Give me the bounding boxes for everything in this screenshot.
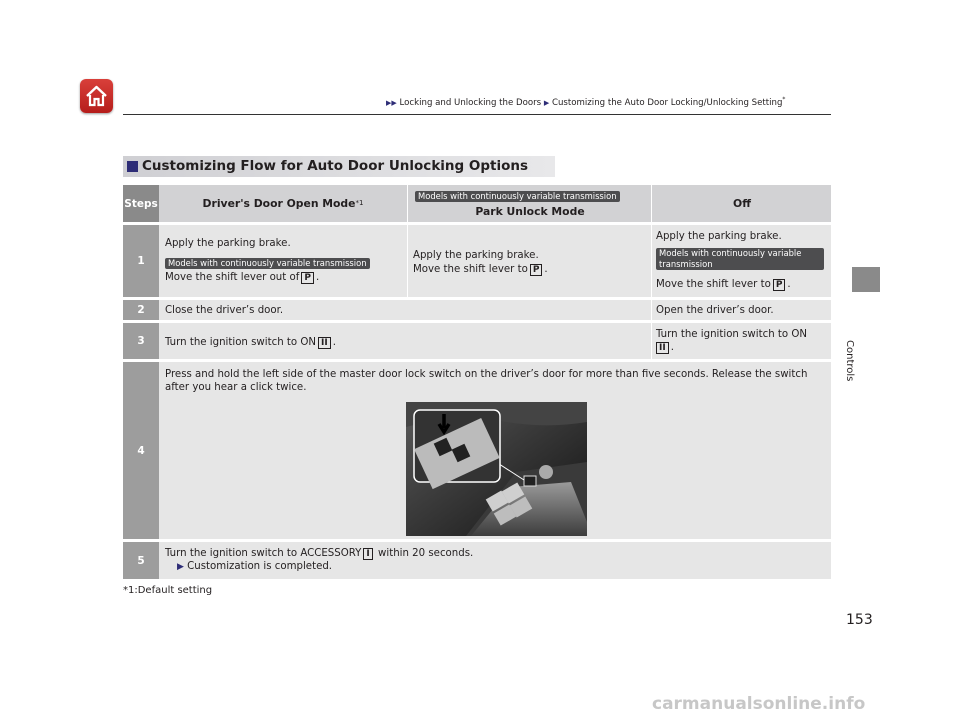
- door-lock-switch-illustration: [406, 402, 587, 536]
- table-row: [123, 225, 831, 297]
- result-arrow-icon: ▶: [177, 562, 184, 572]
- header-steps: Steps: [123, 185, 159, 222]
- section-heading: [123, 156, 555, 177]
- step-number: 1: [123, 225, 159, 297]
- breadcrumb-item-customizing[interactable]: Customizing the Auto Door Locking/Unlocking Setting: [551, 97, 783, 108]
- on-key-icon: II: [318, 337, 331, 349]
- footnote: *1:Default setting: [123, 585, 213, 596]
- table-row: [123, 362, 831, 539]
- table-row: [123, 542, 831, 579]
- row1-col3: Apply the parking brake. Models with continuously variable transmission Move the shift lever to P .: [656, 225, 828, 297]
- park-key-icon: P: [301, 272, 314, 284]
- header-park-unlock-mode: Models with continuously variable transmission Park Unlock Mode: [409, 185, 651, 222]
- row3-col1: Turn the ignition switch to ON II .: [165, 337, 336, 348]
- table-row: [123, 323, 831, 359]
- breadcrumb-arrow-icon: ▶: [543, 98, 550, 107]
- row3-col3: Turn the ignition switch to ON II .: [656, 329, 807, 353]
- cvt-model-tag: Models with continuously variable transmission: [415, 191, 620, 202]
- door-lock-switch-photo: [406, 402, 587, 536]
- square-bullet-icon: [127, 161, 138, 172]
- row1-col1: Apply the parking brake. Models with continuously variable transmission Move the shift lever out of P .: [165, 225, 405, 297]
- page-number: 153: [846, 612, 873, 628]
- park-key-icon: P: [773, 279, 786, 291]
- breadcrumb: [386, 96, 785, 108]
- step-number: 5: [123, 542, 159, 579]
- park-key-icon: P: [530, 264, 543, 276]
- home-button[interactable]: [80, 79, 113, 113]
- header-drivers-door-open-mode: Driver's Door Open Mode *1: [202, 197, 364, 210]
- on-key-icon: II: [656, 342, 669, 354]
- breadcrumb-star: *: [782, 96, 786, 103]
- step-number: 4: [123, 362, 159, 539]
- row2-col1: Close the driver’s door.: [165, 305, 284, 316]
- breadcrumb-item-locking[interactable]: Locking and Unlocking the Doors: [399, 97, 542, 108]
- header-off: Off: [733, 197, 751, 210]
- header-divider: [123, 114, 831, 115]
- table-header-row: [123, 185, 831, 222]
- side-tab-label: Controls: [844, 340, 855, 382]
- row4-instruction: Press and hold the left side of the master door lock switch on the driver’s door for more than five seconds. Release the switch after you hear a click twice.: [165, 369, 808, 393]
- step-number: 3: [123, 323, 159, 359]
- breadcrumb-arrow-icon: ▶▶: [386, 98, 397, 107]
- row2-col3: Open the driver’s door.: [656, 305, 774, 316]
- section-title: Customizing Flow for Auto Door Unlocking Options: [142, 158, 529, 174]
- cvt-model-tag: Models with continuously variable transmission: [165, 258, 370, 269]
- step-number: 2: [123, 300, 159, 320]
- table-row: [123, 300, 831, 320]
- watermark: carmanualsonline.info: [652, 694, 866, 714]
- row5-instruction: Turn the ignition switch to ACCESSORY I within 20 seconds. ▶ Customization is completed.: [165, 548, 474, 572]
- side-tab-marker: [852, 267, 880, 292]
- accessory-key-icon: I: [363, 548, 372, 560]
- row1-col2: Apply the parking brake. Move the shift lever to P .: [413, 250, 548, 275]
- cvt-model-tag: Models with continuously variable transmission: [656, 248, 824, 270]
